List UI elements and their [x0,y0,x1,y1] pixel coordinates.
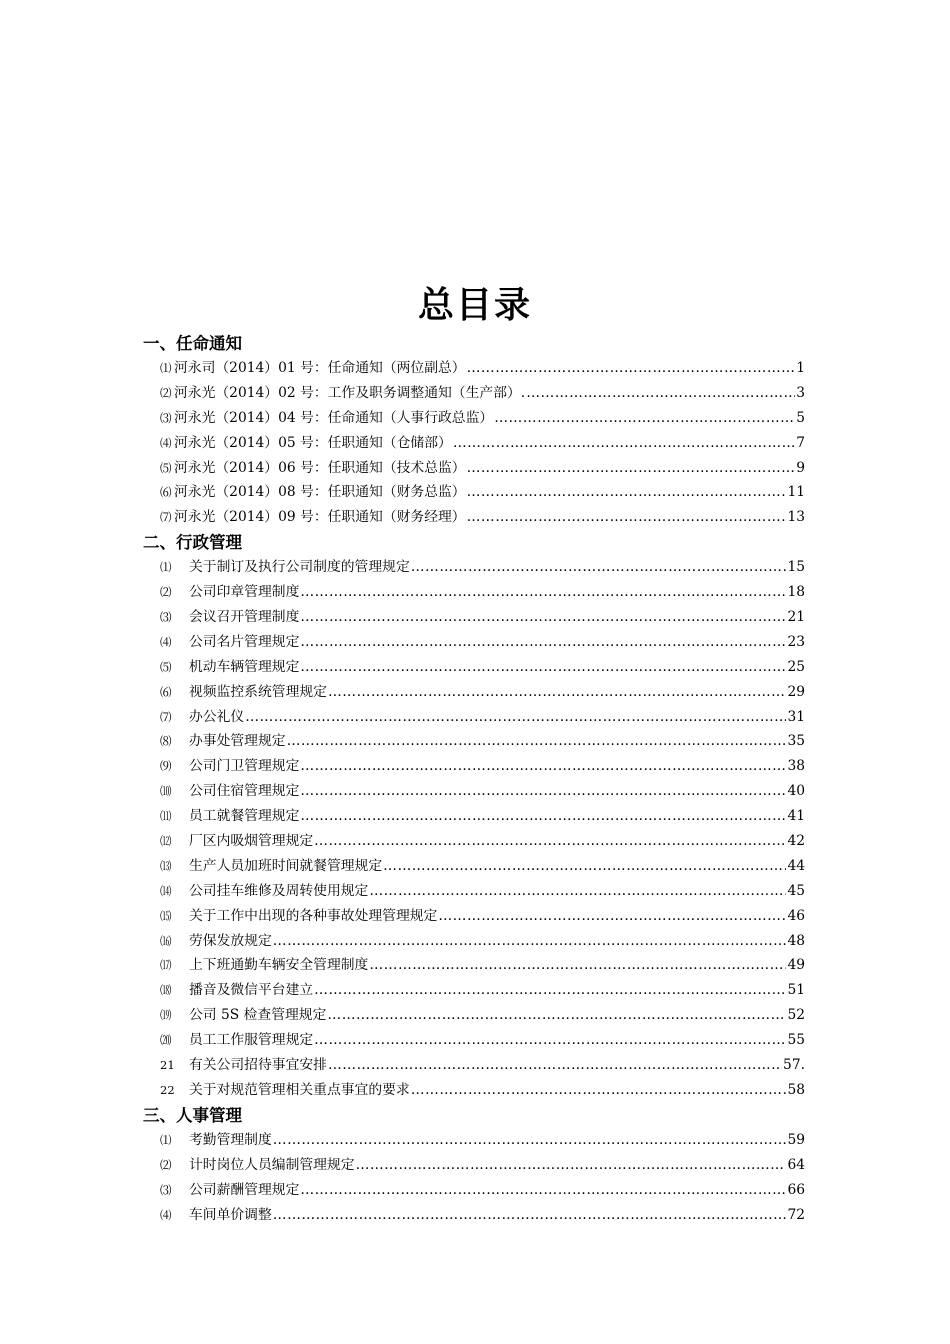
toc-entry[interactable] [143,1128,805,1153]
entry-page: 66 [787,1181,805,1198]
entry-page: 9 [796,459,805,476]
page-title: 总目录 [417,285,532,326]
leader-dots [453,431,795,456]
leader-dots [356,1153,787,1178]
toc-entry[interactable] [143,1178,805,1203]
toc-entry[interactable] [143,356,805,381]
toc-entry[interactable] [143,605,805,630]
entry-page: 11 [787,484,805,501]
toc-entry[interactable] [143,580,805,605]
entry-number: ⒆ [160,1008,172,1023]
entry-title: 员工工作服管理规定 [189,1032,314,1049]
toc-entry[interactable] [143,1003,805,1028]
entry-number: ⑿ [160,834,172,849]
toc-entry[interactable] [143,779,805,804]
entry-number: ⑵ [160,585,172,600]
entry-title: 考勤管理制度 [189,1131,272,1148]
entry-title: 公司名片管理规定 [189,633,300,650]
leader-dots [411,555,787,580]
entry-title: 有关公司招待事宜安排 [189,1057,327,1074]
entry-page: 25 [787,658,805,675]
toc-entry[interactable] [143,406,805,431]
leader-dots [438,904,786,929]
entry-number: ⑺ [160,709,172,724]
entry-number: ⒅ [160,983,172,998]
toc-entry[interactable] [143,978,805,1003]
entry-page: 46 [787,907,805,924]
entry-page: 13 [787,509,805,526]
entry-title: 机动车辆管理规定 [189,658,300,675]
leader-dots [383,854,786,879]
entry-number: ⑴ [160,560,172,575]
leader-dots [300,605,786,630]
toc-entry[interactable] [143,555,805,580]
leader-dots [467,356,796,381]
leader-dots [328,1053,782,1078]
section-heading: 二、行政管理 [143,533,242,553]
entry-title: 视频监控系统管理规定 [189,683,327,700]
entry-number: ⒀ [160,858,172,873]
leader-dots [369,953,786,978]
entry-number: ⑹ [160,684,172,699]
entry-page: 48 [787,932,805,949]
entry-number: ⑷ [160,435,172,450]
entry-page: 18 [787,584,805,601]
entry-number: ⒄ [160,958,172,973]
entry-page: 55 [787,1032,805,1049]
leader-dots [273,1128,787,1153]
toc-entry[interactable] [143,655,805,680]
entry-page: 35 [787,733,805,750]
entry-number: ⑷ [160,634,172,649]
entry-title: 厂区内吸烟管理规定 [189,833,314,850]
entry-number: ⑶ [160,1182,172,1197]
toc-entry[interactable] [143,680,805,705]
toc-entry[interactable] [143,953,805,978]
entry-page: 42 [787,833,805,850]
entry-page: 57. [783,1057,805,1074]
entry-number: ⑴ [160,1132,172,1147]
entry-number: ⑸ [160,659,172,674]
entry-page: 23 [787,633,805,650]
entry-title: 公司薪酬管理规定 [189,1181,300,1198]
entry-title: 员工就餐管理规定 [189,808,300,825]
entry-title: 生产人员加班时间就餐管理规定 [189,857,383,874]
leader-dots [328,680,786,705]
leader-dots [300,804,786,829]
entry-number: ⒁ [160,883,172,898]
entry-title: 上下班通勤车辆安全管理制度 [189,957,369,974]
leader-dots [467,505,787,530]
toc-entry[interactable] [143,929,805,954]
toc-entry[interactable] [143,1053,805,1078]
entry-number: ⑼ [160,759,172,774]
entry-page: 3 [796,384,805,401]
entry-title: 劳保发放规定 [189,932,272,949]
entry-number: ⑾ [160,809,172,824]
entry-number: ⒂ [160,908,172,923]
leader-dots [467,480,787,505]
entry-title: 计时岗位人员编制管理规定 [189,1156,355,1173]
entry-number: ⑻ [160,734,172,749]
entry-title: 公司住宿管理规定 [189,783,300,800]
entry-title: 办公礼仪 [189,708,245,725]
entry-title: 河永光（2014）09 号：任职通知（财务经理） [174,509,466,526]
entry-page: 38 [787,758,805,775]
leader-dots [245,705,786,730]
entry-number: ⒇ [160,1033,172,1048]
entry-page: 21 [787,609,805,626]
toc-entry[interactable] [143,1203,805,1228]
section-heading: 三、人事管理 [143,1105,242,1125]
toc-entry[interactable] [143,829,805,854]
toc-entry[interactable] [143,381,805,406]
leader-dots [287,729,787,754]
entry-title: 河永光（2014）04 号：任命通知（人事行政总监） [174,409,494,426]
entry-page: 72 [787,1206,805,1223]
entry-title: 公司印章管理制度 [189,584,300,601]
entry-number: 21 [160,1058,175,1073]
entry-title: 公司门卫管理规定 [189,758,300,775]
entry-page: 49 [787,957,805,974]
entry-title: 会议召开管理制度 [189,609,300,626]
entry-page: 1 [796,360,805,376]
entry-number: ⑶ [160,410,172,425]
toc-entry[interactable] [143,754,805,779]
entry-title: 公司挂车维修及周转使用规定 [189,882,369,899]
leader-dots [314,829,786,854]
leader-dots [300,580,786,605]
entry-title: 河永光（2014）02 号：工作及职务调整通知（生产部）. [174,384,526,401]
leader-dots [314,978,786,1003]
toc-entry[interactable] [143,1028,805,1053]
entry-title: 关于工作中出现的各种事故处理管理规定 [189,907,438,924]
leader-dots [300,655,786,680]
toc-entry[interactable] [143,431,805,456]
entry-title: 河永光（2014）08 号：任职通知（财务总监） [174,484,466,501]
toc-entry[interactable] [143,505,805,530]
leader-dots [273,1203,787,1228]
toc-entry[interactable] [143,854,805,879]
entry-number: ⑴ [160,361,172,375]
toc-section-administration [143,530,805,1103]
entry-title: 河永司（2014）01 号：任命通知（两位副总） [174,360,466,376]
leader-dots [300,1178,786,1203]
entry-title: 关于对规范管理相关重点事宜的要求 [189,1081,410,1098]
entry-page: 51 [787,982,805,999]
leader-dots [314,1028,786,1053]
toc-section-appointments [143,331,805,530]
toc-entry[interactable] [143,804,805,829]
entry-page: 52 [787,1007,805,1024]
entry-title: 河永光（2014）05 号：任职通知（仓储部） [174,434,452,451]
entry-page: 45 [787,882,805,899]
leader-dots [526,381,795,406]
entry-page: 15 [787,559,805,576]
leader-dots [327,1003,786,1028]
entry-page: 29 [787,683,805,700]
toc-entry[interactable] [143,1153,805,1178]
entry-title: 河永光（2014）06 号：任职通知（技术总监） [174,459,466,476]
leader-dots [411,1078,787,1103]
leader-dots [467,456,796,481]
entry-number: ⒃ [160,933,172,948]
entry-number: ⑺ [160,510,172,525]
entry-number: ⑽ [160,784,172,799]
entry-title: 公司 5S 检查管理规定 [189,1007,327,1024]
entry-page: 5 [796,409,805,426]
toc-entry[interactable] [143,630,805,655]
entry-page: 7 [796,434,805,451]
entry-number: 22 [160,1082,175,1097]
entry-title: 播音及微信平台建立 [189,982,314,999]
leader-dots [369,879,786,904]
entry-number: ⑷ [160,1207,172,1222]
toc-entry[interactable] [143,729,805,754]
entry-page: 58 [787,1081,805,1098]
toc-entry[interactable] [143,1078,805,1103]
entry-number: ⑵ [160,1157,172,1172]
toc-entry[interactable] [143,705,805,730]
toc-entry[interactable] [143,456,805,481]
entry-title: 车间单价调整 [189,1206,272,1223]
entry-title: 关于制订及执行公司制度的管理规定 [189,559,410,576]
leader-dots [494,406,795,431]
leader-dots [300,754,786,779]
entry-page: 64 [787,1156,805,1173]
toc-entry[interactable] [143,879,805,904]
leader-dots [300,630,786,655]
leader-dots [273,929,787,954]
entry-page: 31 [787,708,805,725]
leader-dots [300,779,786,804]
section-heading: 一、任命通知 [143,334,242,353]
entry-number: ⑶ [160,610,172,625]
entry-number: ⑹ [160,485,172,500]
toc-entry[interactable] [143,480,805,505]
entry-number: ⑵ [160,385,172,400]
toc-entry[interactable] [143,904,805,929]
entry-page: 41 [787,808,805,825]
entry-title: 办事处管理规定 [189,733,286,750]
entry-page: 40 [787,783,805,800]
entry-number: ⑸ [160,460,172,475]
table-of-contents [143,331,805,1227]
entry-page: 59 [787,1131,805,1148]
toc-section-personnel [143,1103,805,1228]
entry-page: 44 [787,857,805,874]
